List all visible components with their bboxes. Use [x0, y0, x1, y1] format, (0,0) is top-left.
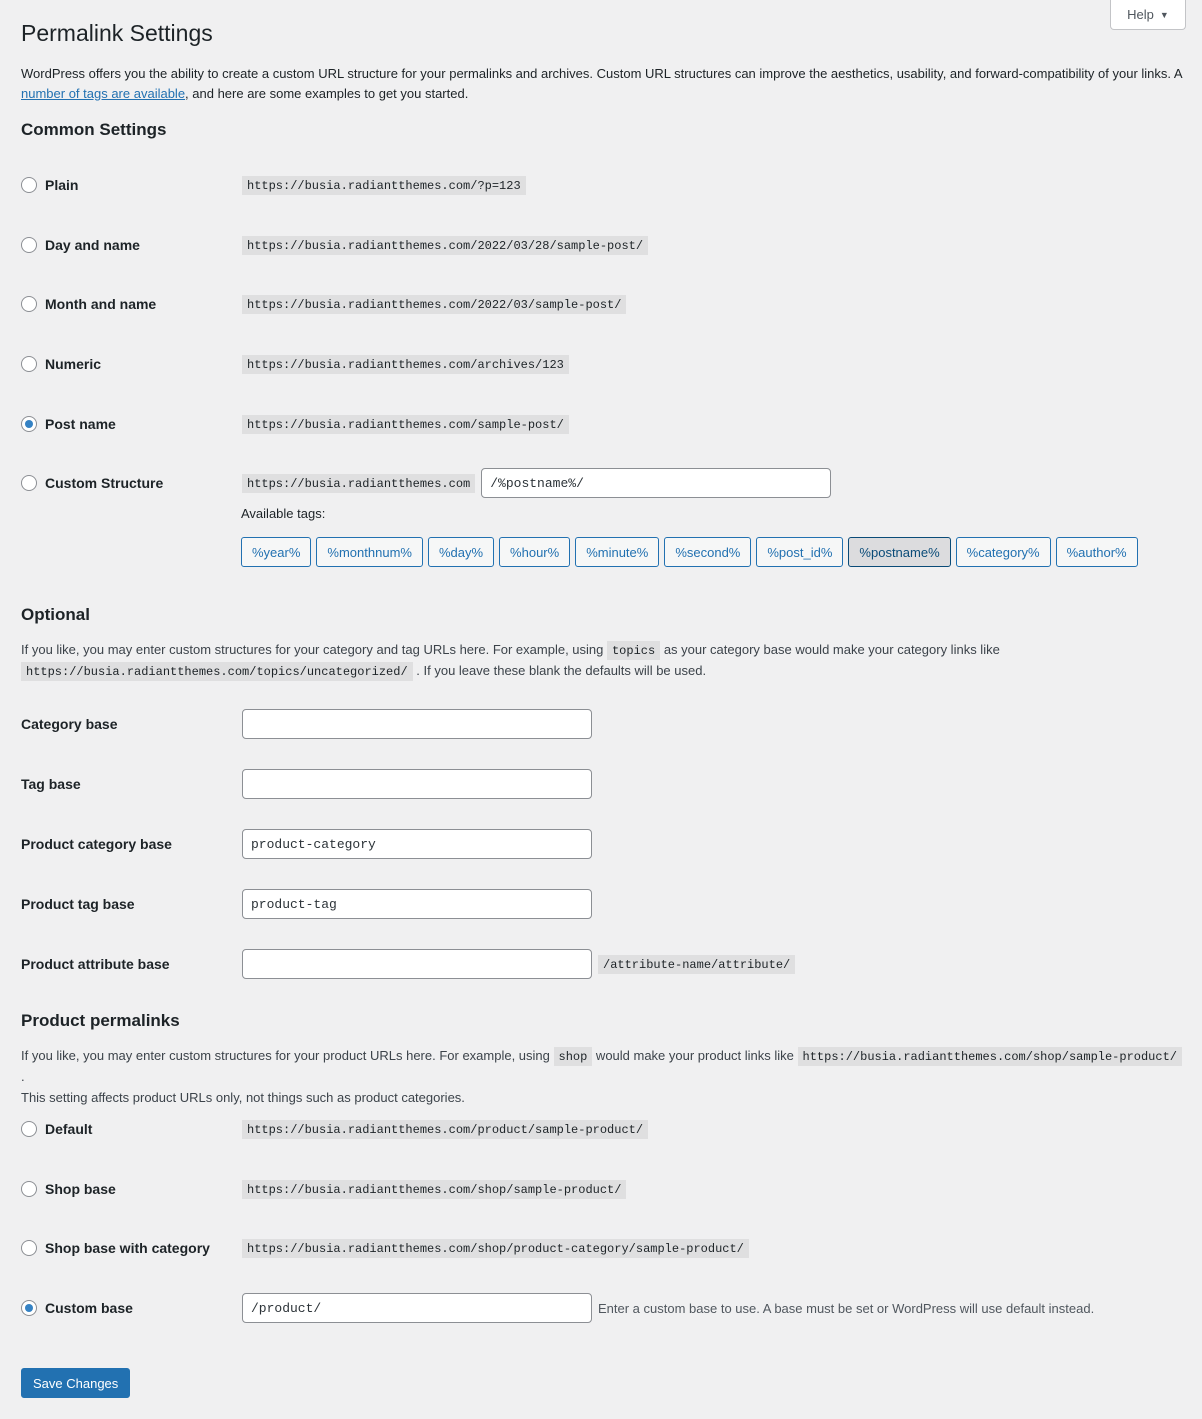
option-label: Default — [45, 1121, 93, 1137]
help-button[interactable] — [1110, 0, 1186, 30]
option-plain — [21, 170, 1186, 200]
topics-code: topics — [607, 641, 660, 660]
example-url: https://busia.radiantthemes.com/archives/123 — [242, 355, 569, 374]
optional-text-3: . If you leave these blank the defaults will be used. — [412, 663, 707, 679]
example-url: https://busia.radiantthemes.com/?p=123 — [242, 176, 526, 195]
option-custom-base-label[interactable] — [21, 1300, 242, 1316]
common-settings-heading: Common Settings — [21, 120, 167, 139]
available-tags — [241, 537, 1138, 567]
save-changes-button[interactable]: Save Changes — [21, 1368, 130, 1398]
option-day-and-name — [21, 230, 1186, 260]
example-url: https://busia.radiantthemes.com/shop/sample-product/ — [242, 1180, 626, 1199]
tag-postname[interactable]: %postname% — [848, 537, 950, 567]
option-label: Plain — [45, 177, 79, 193]
product-category-base-label: Product category base — [21, 836, 172, 852]
product-text-4: This setting affects product URLs only, not things such as product categories. — [21, 1089, 465, 1105]
radio-day-and-name[interactable] — [21, 237, 37, 253]
tag-base-row — [21, 769, 1186, 799]
option-month-and-name — [21, 289, 1186, 319]
option-label: Post name — [45, 416, 116, 432]
option-day-and-name-label[interactable] — [21, 237, 242, 253]
product-category-base-input[interactable]: product-category — [242, 829, 592, 859]
tag-post-id[interactable]: %post_id% — [756, 537, 843, 567]
page-title: Permalink Settings — [21, 20, 213, 46]
help-label: Help — [1127, 7, 1154, 22]
tag-second[interactable]: %second% — [664, 537, 751, 567]
attribute-suffix: /attribute-name/attribute/ — [598, 955, 795, 974]
category-base-input[interactable] — [242, 709, 592, 739]
tag-author[interactable]: %author% — [1056, 537, 1138, 567]
tag-hour[interactable]: %hour% — [499, 537, 570, 567]
tag-category[interactable]: %category% — [956, 537, 1051, 567]
optional-heading: Optional — [21, 605, 90, 624]
category-base-label: Category base — [21, 716, 118, 732]
option-label: Day and name — [45, 237, 140, 253]
option-default-label[interactable] — [21, 1121, 242, 1137]
radio-default[interactable] — [21, 1121, 37, 1137]
option-custom-base — [21, 1293, 1186, 1323]
option-label: Shop base — [45, 1181, 116, 1197]
radio-custom-base[interactable] — [21, 1300, 37, 1316]
option-numeric-label[interactable] — [21, 356, 242, 372]
example-url: https://busia.radiantthemes.com/2022/03/28/sample-post/ — [242, 236, 648, 255]
intro-text-before: WordPress offers you the ability to create a custom URL structure for your permalinks and archives. Custom URL structures can improve the aesthetics, usability, and forward-compatibility of your links. A — [21, 66, 1182, 81]
radio-plain[interactable] — [21, 177, 37, 193]
intro-text — [21, 64, 1186, 104]
optional-description — [21, 640, 1186, 682]
product-attribute-base-label: Product attribute base — [21, 956, 170, 972]
custom-structure-prefix: https://busia.radiantthemes.com — [242, 474, 475, 493]
custom-base-input[interactable]: /product/ — [242, 1293, 592, 1323]
product-tag-base-row — [21, 889, 1186, 919]
example-url: https://busia.radiantthemes.com/shop/product-category/sample-product/ — [242, 1239, 749, 1258]
option-label: Month and name — [45, 296, 157, 312]
product-text-2: would make your product links like — [592, 1048, 798, 1063]
product-tag-base-input[interactable]: product-tag — [242, 889, 592, 919]
option-numeric — [21, 349, 1186, 379]
custom-structure-input[interactable]: /%postname%/ — [481, 468, 831, 498]
intro-text-after: , and here are some examples to get you started. — [185, 86, 469, 102]
option-post-name-label[interactable] — [21, 416, 242, 432]
option-label: Shop base with category — [45, 1240, 210, 1256]
product-text-3: . — [21, 1069, 25, 1085]
radio-month-and-name[interactable] — [21, 296, 37, 312]
radio-shop-base-with-category[interactable] — [21, 1240, 37, 1256]
option-label: Custom base — [45, 1300, 133, 1316]
category-base-row — [21, 709, 1186, 739]
product-category-base-row — [21, 829, 1186, 859]
option-default — [21, 1114, 1186, 1144]
optional-text-1: If you like, you may enter custom structures for your category and tag URLs here. For example, using — [21, 642, 607, 657]
product-text-1: If you like, you may enter custom structures for your product URLs here. For example, using — [21, 1048, 554, 1063]
tag-day[interactable]: %day% — [428, 537, 494, 567]
option-shop-base-with-category — [21, 1233, 1186, 1263]
option-shop-base-with-category-label[interactable] — [21, 1240, 242, 1256]
option-post-name — [21, 409, 1186, 439]
optional-text-2: as your category base would make your category links like — [660, 642, 1000, 657]
option-label: Numeric — [45, 356, 102, 372]
tag-monthnum[interactable]: %monthnum% — [316, 537, 423, 567]
tag-minute[interactable]: %minute% — [575, 537, 659, 567]
tag-year[interactable]: %year% — [241, 537, 311, 567]
product-attribute-base-input[interactable] — [242, 949, 592, 979]
tag-base-label: Tag base — [21, 776, 81, 792]
option-month-and-name-label[interactable] — [21, 296, 242, 312]
product-description — [21, 1046, 1186, 1109]
caret-down-icon: ▼ — [1159, 9, 1169, 20]
shop-example-url: https://busia.radiantthemes.com/shop/sample-product/ — [798, 1047, 1182, 1066]
custom-base-description: Enter a custom base to use. A base must be set or WordPress will use default instead. — [598, 1300, 1095, 1316]
option-shop-base-label[interactable] — [21, 1181, 242, 1197]
option-shop-base — [21, 1174, 1186, 1204]
example-url: https://busia.radiantthemes.com/2022/03/sample-post/ — [242, 295, 626, 314]
available-tags-label: Available tags: — [241, 506, 326, 521]
option-label: Custom Structure — [45, 475, 164, 491]
product-tag-base-label: Product tag base — [21, 896, 135, 912]
tags-docs-link[interactable]: number of tags are available — [21, 86, 186, 102]
shop-code: shop — [554, 1047, 593, 1066]
radio-post-name[interactable] — [21, 416, 37, 432]
example-url: https://busia.radiantthemes.com/product/sample-product/ — [242, 1120, 648, 1139]
radio-numeric[interactable] — [21, 356, 37, 372]
option-custom-structure-label[interactable] — [21, 475, 242, 491]
product-attribute-base-row — [21, 949, 1186, 979]
topics-example-url: https://busia.radiantthemes.com/topics/uncategorized/ — [21, 662, 413, 681]
example-url: https://busia.radiantthemes.com/sample-post/ — [242, 415, 569, 434]
radio-shop-base[interactable] — [21, 1181, 37, 1197]
product-permalinks-heading: Product permalinks — [21, 1011, 180, 1030]
radio-custom-structure[interactable] — [21, 475, 37, 491]
option-plain-label[interactable] — [21, 177, 242, 193]
option-custom-structure — [21, 468, 1186, 498]
tag-base-input[interactable] — [242, 769, 592, 799]
